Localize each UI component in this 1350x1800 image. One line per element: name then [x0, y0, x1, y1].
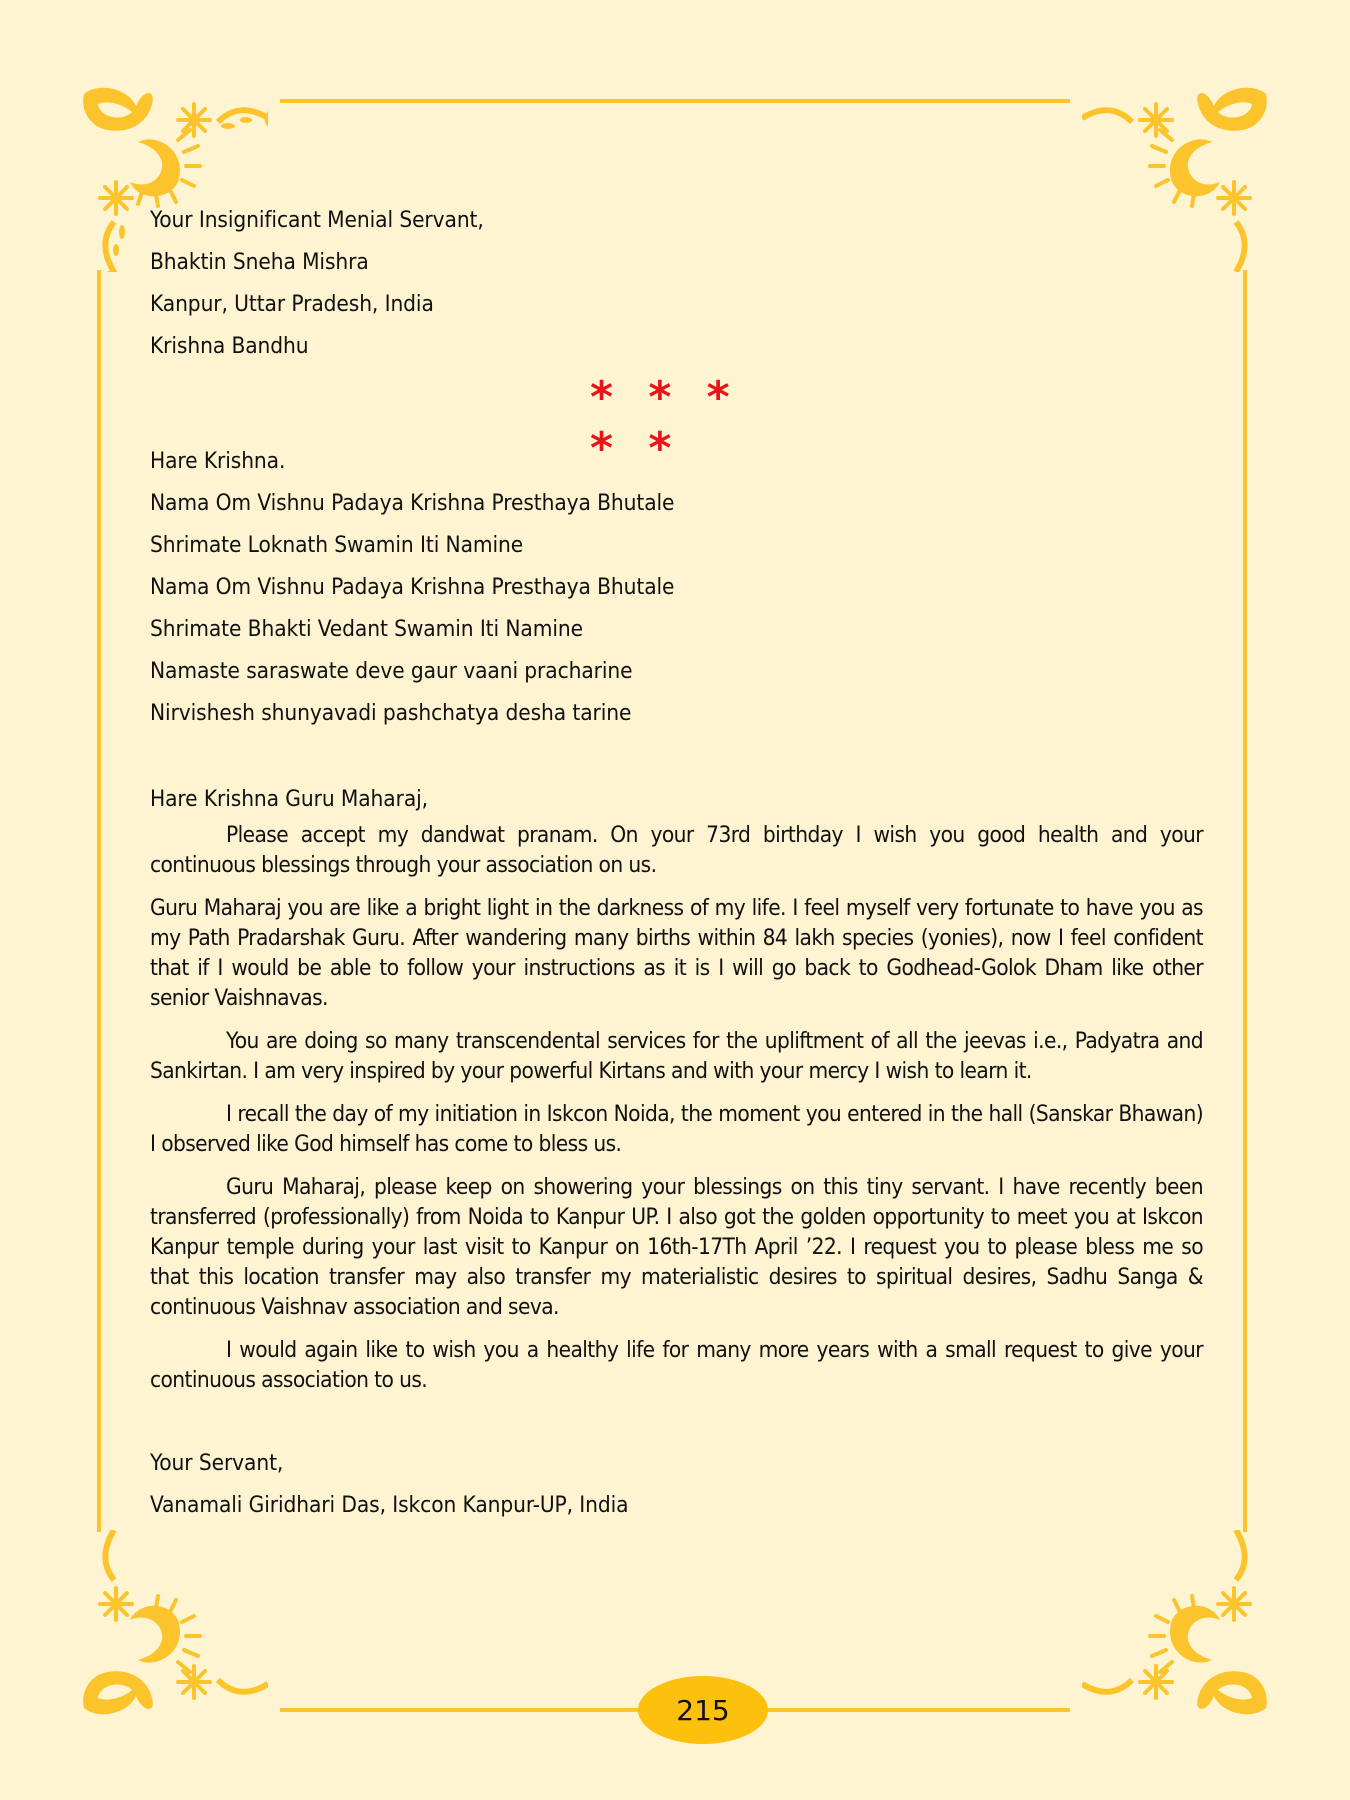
- closing-block: [150, 1442, 629, 1526]
- prayer-line: Nirvishesh shunyavadi pashchatya desha tarine: [150, 700, 632, 726]
- border-left-line: [97, 270, 101, 1532]
- letter-salutation: Hare Krishna Guru Maharaj,: [150, 786, 428, 812]
- letter-paragraph: Guru Maharaj, please keep on showering your blessings on this tiny servant. I have recently been transferred (professionally) from Noida to Kanpur UP. I also got the golden opportunity to meet you at Iskcon Kanpur temple during your last visit to Kanpur on 16th-17Th April ’22. I request you to please bless me so that this location transfer may also transfer my materialistic desires to spiritual desires, Sadhu Sanga & continuous Vaishnav association and seva.: [150, 1174, 1203, 1320]
- prayer-line: Shrimate Bhakti Vedant Swamin Iti Namine: [150, 616, 583, 642]
- prayer-line: Namaste saraswate deve gaur vaani pracharine: [150, 658, 633, 684]
- corner-ornament-icon: [1082, 82, 1272, 272]
- letter-paragraph: Guru Maharaj you are like a bright light in the darkness of my life. I feel myself very fortunate to have you as my Path Pradarshak Guru. After wandering many births within 84 lakh species (yonies), now I feel confident that if I would be able to follow your instructions as it is I will go back to Godhead-Golok Dham like other senior Vaishnavas.: [150, 895, 1203, 1011]
- border-bottom-line-right: [766, 1708, 1070, 1712]
- page-number-badge: [638, 1676, 768, 1744]
- border-right-line: [1243, 270, 1247, 1532]
- prayer-line: Hare Krishna.: [150, 448, 286, 474]
- corner-ornament-icon: [1082, 1530, 1272, 1720]
- star-separator: * * * * *: [590, 372, 740, 474]
- prayer-line: Nama Om Vishnu Padaya Krishna Presthaya Bhutale: [150, 490, 675, 516]
- sender-line: Your Insignificant Menial Servant,: [150, 207, 484, 233]
- page-number: 215: [676, 1693, 730, 1727]
- letter-body: [150, 820, 1203, 1408]
- letter-paragraph: Please accept my dandwat pranam. On your 73rd birthday I wish you good health and your continuous blessings through your association on us.: [150, 822, 1203, 878]
- border-top-line: [280, 99, 1070, 103]
- prayer-line: Nama Om Vishnu Padaya Krishna Presthaya Bhutale: [150, 574, 675, 600]
- prayer-line: Shrimate Loknath Swamin Iti Namine: [150, 532, 524, 558]
- sender-line: Kanpur, Uttar Pradesh, India: [150, 291, 434, 317]
- sender-line: Krishna Bandhu: [150, 333, 309, 359]
- letter-paragraph: I would again like to wish you a healthy life for many more years with a small request to give your continuous association to us.: [150, 1337, 1203, 1393]
- letter-paragraph: You are doing so many transcendental services for the upliftment of all the jeevas i.e., Padyatra and Sankirtan. I am very inspired by your powerful Kirtans and with your mercy I wish to learn it.: [150, 1028, 1203, 1084]
- sender-block: [150, 199, 484, 367]
- sender-line: Bhaktin Sneha Mishra: [150, 249, 369, 275]
- corner-ornament-icon: [78, 1530, 268, 1720]
- signature-line: Vanamali Giridhari Das, Iskcon Kanpur-UP, India: [150, 1492, 629, 1518]
- letter-paragraph: I recall the day of my initiation in Iskcon Noida, the moment you entered in the hall (Sanskar Bhawan) I observed like God himself has come to bless us.: [150, 1101, 1203, 1157]
- border-bottom-line-left: [280, 1708, 640, 1712]
- letter-salutation-block: [150, 778, 428, 820]
- closing-line: Your Servant,: [150, 1450, 284, 1476]
- prayer-block: [150, 440, 674, 734]
